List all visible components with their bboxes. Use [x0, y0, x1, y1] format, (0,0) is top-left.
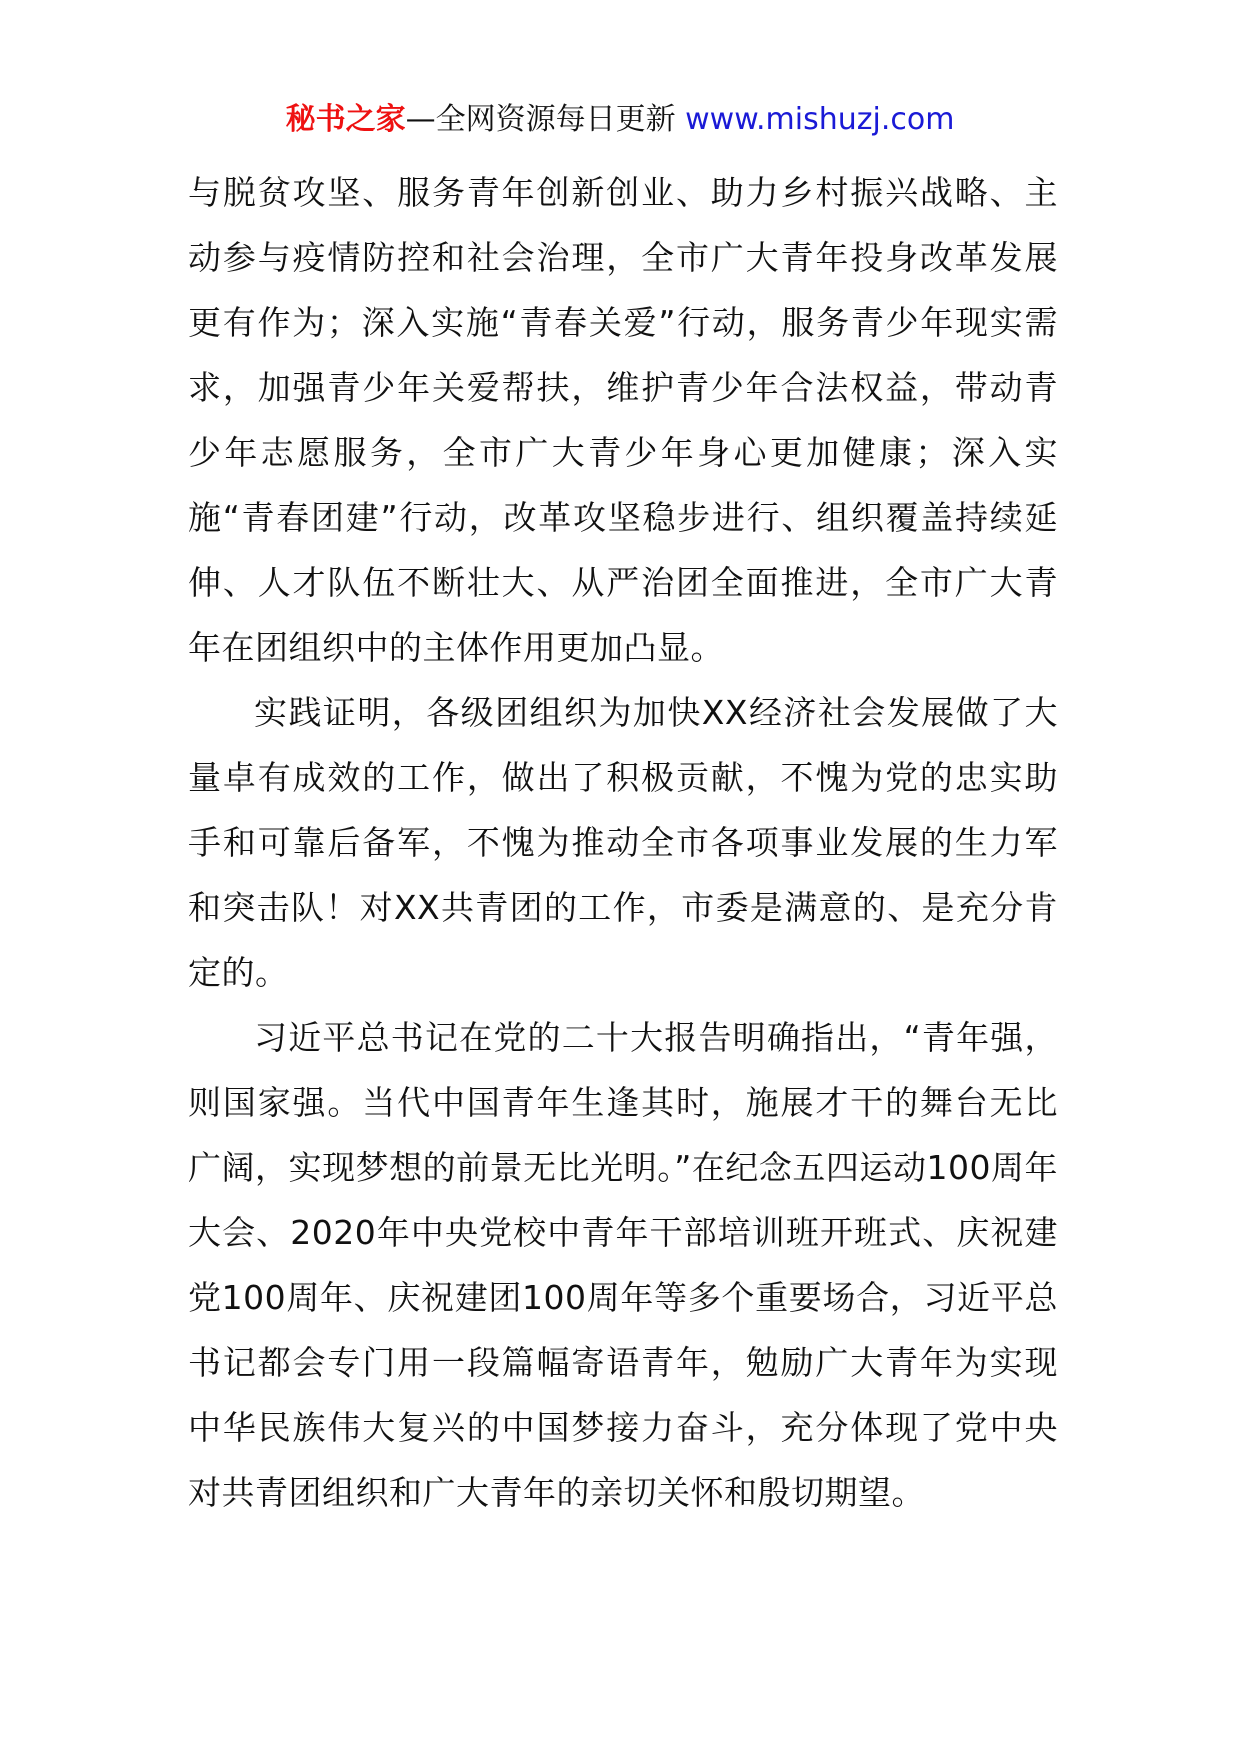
- paragraph: 实践证明，各级团组织为加快XX经济社会发展做了大量卓有成效的工作，做出了积极贡献，不愧为党的忠实助手和可靠后备军，不愧为推动全市各项事业发展的生力军和突击队！对XX共青团的工作，市委是满意的、是充分肯定的。: [188, 693, 1058, 992]
- site-url-link[interactable]: www.mishuzj.com: [685, 102, 955, 137]
- paragraph-continued: 与脱贫攻坚、服务青年创新创业、助力乡村振兴战略、主动参与疫情防控和社会治理，全市广大青年投身改革发展更有作为；深入实施“青春关爱”行动，服务青少年现实需求，加强青少年关爱帮扶，维护青少年合法权益，带动青少年志愿服务，全市广大青少年身心更加健康；深入实施“青春团建”行动，改革攻坚稳步进行、组织覆盖持续延伸、人才队伍不断壮大、从严治团全面推进，全市广大青年在团组织中的主体作用更加凸显。: [188, 173, 1058, 667]
- document-body: [188, 160, 1058, 1525]
- header-tagline: —全网资源每日更新: [405, 102, 676, 137]
- page-header: [0, 100, 1240, 140]
- brand-name: 秘书之家: [285, 102, 406, 137]
- paragraph: 习近平总书记在党的二十大报告明确指出，“青年强，则国家强。当代中国青年生逢其时，施展才干的舞台无比广阔，实现梦想的前景无比光明。”在纪念五四运动100周年大会、2020年中央党校中青年干部培训班开班式、庆祝建党100周年、庆祝建团100周年等多个重要场合，习近平总书记都会专门用一段篇幅寄语青年，勉励广大青年为实现中华民族伟大复兴的中国梦接力奋斗，充分体现了党中央对共青团组织和广大青年的亲切关怀和殷切期望。: [188, 1018, 1058, 1512]
